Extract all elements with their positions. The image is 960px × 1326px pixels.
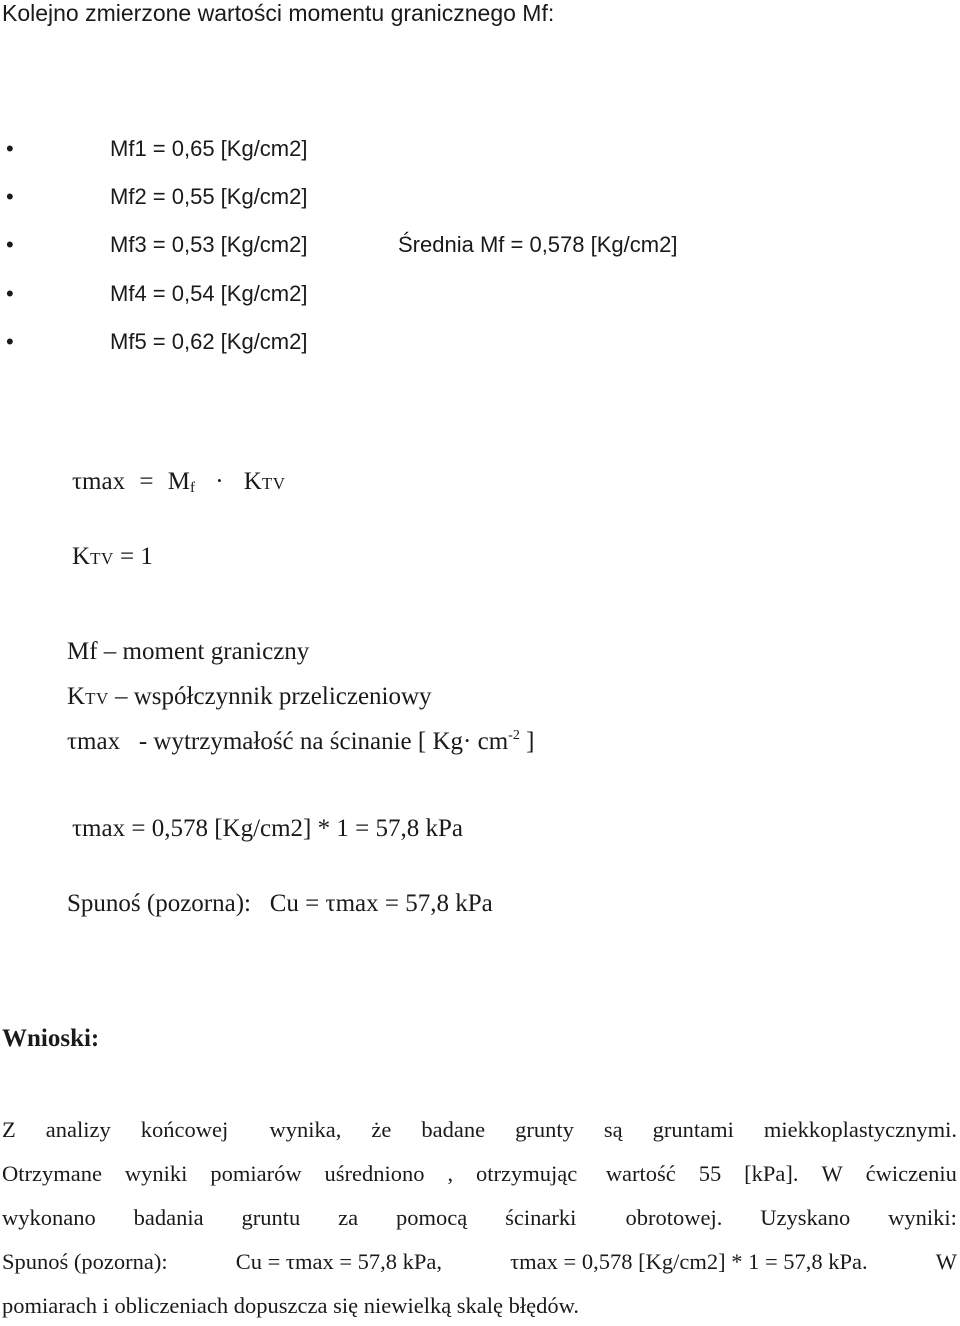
word: że bbox=[371, 1117, 392, 1142]
word: 55 bbox=[698, 1161, 722, 1186]
intro-text: Kolejno zmierzone wartości momentu granicznego Mf: bbox=[2, 0, 555, 26]
def-tau-sup: -2 bbox=[508, 728, 520, 743]
word: obrotowej. bbox=[614, 1205, 723, 1230]
formula-eq: = bbox=[139, 468, 154, 495]
def-ktv-k: K bbox=[67, 683, 86, 710]
ktv-tv: TV bbox=[90, 549, 114, 568]
def-ktv-tv: TV bbox=[85, 689, 109, 708]
conclusion-line-5: pomiarach i obliczeniach dopuszcza się niewielką skalę błędów. bbox=[2, 1293, 580, 1318]
word: Cu = τmax = 57,8 kPa, bbox=[235, 1249, 443, 1274]
formula-k: K bbox=[243, 468, 262, 495]
ktv-k: K bbox=[72, 543, 91, 570]
word: za bbox=[338, 1205, 359, 1230]
word: Uzyskano bbox=[760, 1205, 851, 1230]
word: ćwiczeniu bbox=[865, 1161, 957, 1186]
measurement-mf3: Mf3 = 0,53 [Kg/cm2] bbox=[110, 232, 308, 257]
formula-m: M bbox=[167, 468, 190, 495]
def-tau-pre: τmax - wytrzymałość na ścinanie [ Kg· cm bbox=[67, 728, 509, 755]
word: wartość bbox=[600, 1161, 676, 1186]
word: badania bbox=[133, 1205, 204, 1230]
def-mf: Mf – moment graniczny bbox=[67, 638, 310, 665]
word: ścinarki bbox=[505, 1205, 577, 1230]
conclusions-heading: Wnioski: bbox=[2, 1025, 100, 1052]
formula-tv: TV bbox=[261, 474, 286, 493]
word: τmax = 0,578 [Kg/cm2] * 1 = 57,8 kPa. bbox=[510, 1249, 868, 1274]
word: końcowej bbox=[140, 1117, 229, 1142]
formula-tau: τmax bbox=[72, 468, 126, 495]
word: otrzymując bbox=[476, 1161, 578, 1186]
word: są bbox=[603, 1117, 623, 1142]
word: wykonano bbox=[2, 1205, 96, 1230]
ktv-value bbox=[72, 543, 153, 571]
main-formula bbox=[72, 468, 286, 496]
word: W bbox=[935, 1249, 957, 1274]
average-value: Średnia Mf = 0,578 [Kg/cm2] bbox=[398, 232, 678, 257]
word: wynika, bbox=[258, 1117, 342, 1142]
measurement-mf4: Mf4 = 0,54 [Kg/cm2] bbox=[110, 281, 308, 306]
conclusion-line-4 bbox=[2, 1249, 957, 1275]
calc-line: τmax = 0,578 [Kg/cm2] * 1 = 57,8 kPa bbox=[72, 815, 463, 842]
measurement-mf1: Mf1 = 0,65 [Kg/cm2] bbox=[110, 136, 308, 161]
def-ktv bbox=[67, 683, 432, 711]
def-ktv-rest: – współczynnik przeliczeniowy bbox=[108, 683, 432, 710]
word: badane bbox=[421, 1117, 486, 1142]
word: pomiarów bbox=[210, 1161, 302, 1186]
bullet-2: • bbox=[6, 184, 14, 209]
ktv-rest: = 1 bbox=[113, 543, 153, 570]
word: gruntu bbox=[241, 1205, 301, 1230]
conclusion-line-2 bbox=[2, 1161, 957, 1187]
word: W bbox=[821, 1161, 843, 1186]
word: wyniki bbox=[124, 1161, 188, 1186]
word: Z bbox=[2, 1117, 16, 1142]
bullet-1: • bbox=[6, 136, 14, 161]
word: [kPa]. bbox=[744, 1161, 799, 1186]
bullet-5: • bbox=[6, 329, 14, 354]
cohesion-line: Spunoś (pozorna): Cu = τmax = 57,8 kPa bbox=[67, 890, 493, 917]
word: uśredniono bbox=[324, 1161, 425, 1186]
word: , bbox=[447, 1161, 454, 1186]
word: pomocą bbox=[396, 1205, 468, 1230]
word: Spunoś (pozorna): bbox=[2, 1249, 168, 1274]
bullet-3: • bbox=[6, 232, 14, 257]
formula-dot: · bbox=[215, 468, 224, 495]
word: grunty bbox=[515, 1117, 574, 1142]
measurement-mf5: Mf5 = 0,62 [Kg/cm2] bbox=[110, 329, 308, 354]
def-tau-post: ] bbox=[519, 728, 535, 755]
word: analizy bbox=[45, 1117, 111, 1142]
conclusion-line-1 bbox=[2, 1117, 957, 1143]
def-tau bbox=[67, 728, 534, 756]
word: gruntami bbox=[652, 1117, 734, 1142]
formula-f: f bbox=[189, 480, 195, 496]
measurement-mf2: Mf2 = 0,55 [Kg/cm2] bbox=[110, 184, 308, 209]
word: miekkoplastycznymi. bbox=[763, 1117, 957, 1142]
bullet-4: • bbox=[6, 281, 14, 306]
conclusion-line-3 bbox=[2, 1205, 957, 1231]
word: wyniki: bbox=[888, 1205, 957, 1230]
word: Otrzymane bbox=[2, 1161, 102, 1186]
